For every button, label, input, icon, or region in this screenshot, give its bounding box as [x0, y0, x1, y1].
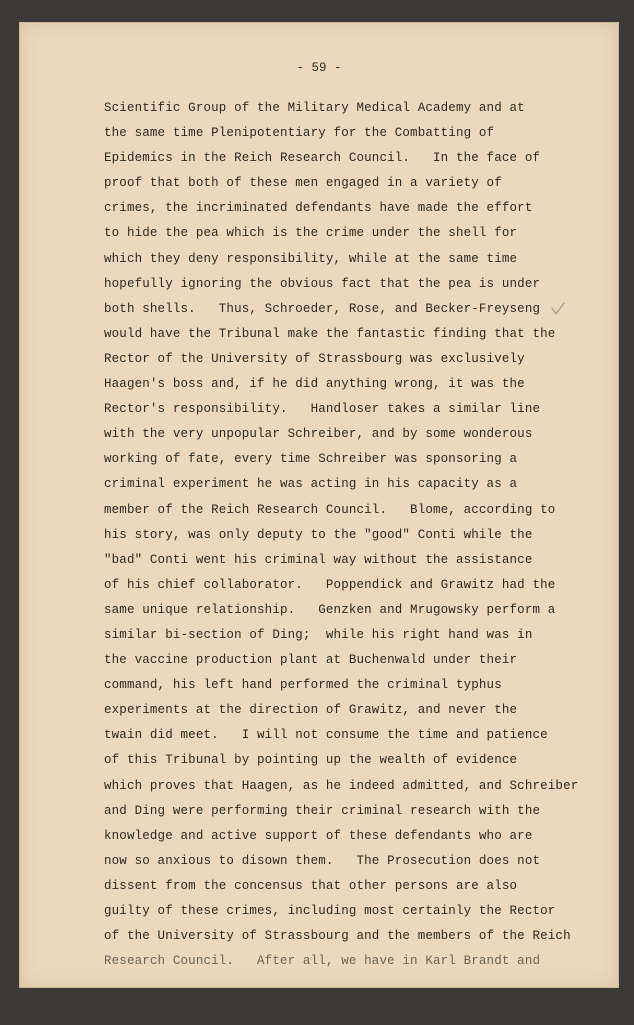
text-line: crimes, the incriminated defendants have made the effort: [104, 201, 533, 216]
text-line: his story, was only deputy to the "good" Conti while the: [104, 527, 533, 542]
text-line: Rector of the University of Strassbourg was exclusively: [104, 351, 525, 366]
text-line: now so anxious to disown them. The Prosecution does not: [104, 853, 541, 868]
text-line: Rector's responsibility. Handloser takes a similar line: [104, 402, 541, 417]
document-page: [19, 22, 619, 988]
text-line: of his chief collaborator. Poppendick and Grawitz had the: [104, 577, 556, 592]
text-line: member of the Reich Research Council. Blome, according to: [104, 502, 556, 517]
text-line: to hide the pea which is the crime under the shell for: [104, 226, 518, 241]
text-line: the vaccine production plant at Buchenwald under their: [104, 653, 518, 668]
text-line: same unique relationship. Genzken and Mrugowsky perform a: [104, 602, 556, 617]
text-line: dissent from the concensus that other persons are also: [104, 878, 518, 893]
text-line: hopefully ignoring the obvious fact that the pea is under: [104, 276, 541, 291]
text-line: would have the Tribunal make the fantastic finding that the: [104, 326, 556, 341]
text-line: "bad" Conti went his criminal way without the assistance: [104, 552, 533, 567]
text-line: of the University of Strassbourg and the members of the Reich: [104, 929, 571, 944]
text-line: which they deny responsibility, while at the same time: [104, 251, 518, 266]
text-line: both shells. Thus, Schroeder, Rose, and Becker-Freyseng: [104, 301, 541, 316]
text-line: which proves that Haagen, as he indeed admitted, and Schreiber: [104, 778, 579, 793]
text-line: the same time Plenipotentiary for the Combatting of: [104, 126, 495, 141]
text-line: Scientific Group of the Military Medical Academy and at: [104, 101, 525, 115]
text-line: command, his left hand performed the criminal typhus: [104, 678, 502, 693]
body-text: [104, 96, 604, 974]
text-line: knowledge and active support of these defendants who are: [104, 828, 533, 843]
text-line: proof that both of these men engaged in a variety of: [104, 176, 502, 191]
text-line: Research Council. After all, we have in Karl Brandt and: [104, 954, 541, 969]
page-number: - 59 -: [296, 61, 342, 75]
text-line: twain did meet. I will not consume the time and patience: [104, 728, 548, 743]
text-line: Epidemics in the Reich Research Council. In the face of: [104, 151, 541, 166]
text-line: similar bi-section of Ding; while his right hand was in: [104, 627, 533, 642]
text-line: criminal experiment he was acting in his capacity as a: [104, 477, 518, 492]
text-line: experiments at the direction of Grawitz, and never the: [104, 703, 518, 718]
text-line: working of fate, every time Schreiber was sponsoring a: [104, 452, 518, 467]
text-line: and Ding were performing their criminal research with the: [104, 803, 541, 818]
check-mark-icon: [550, 301, 566, 317]
text-line: guilty of these crimes, including most certainly the Rector: [104, 904, 556, 918]
text-line: of this Tribunal by pointing up the wealth of evidence: [104, 753, 518, 768]
text-line: with the very unpopular Schreiber, and by some wonderous: [104, 427, 533, 442]
text-line: Haagen's boss and, if he did anything wrong, it was the: [104, 377, 525, 392]
